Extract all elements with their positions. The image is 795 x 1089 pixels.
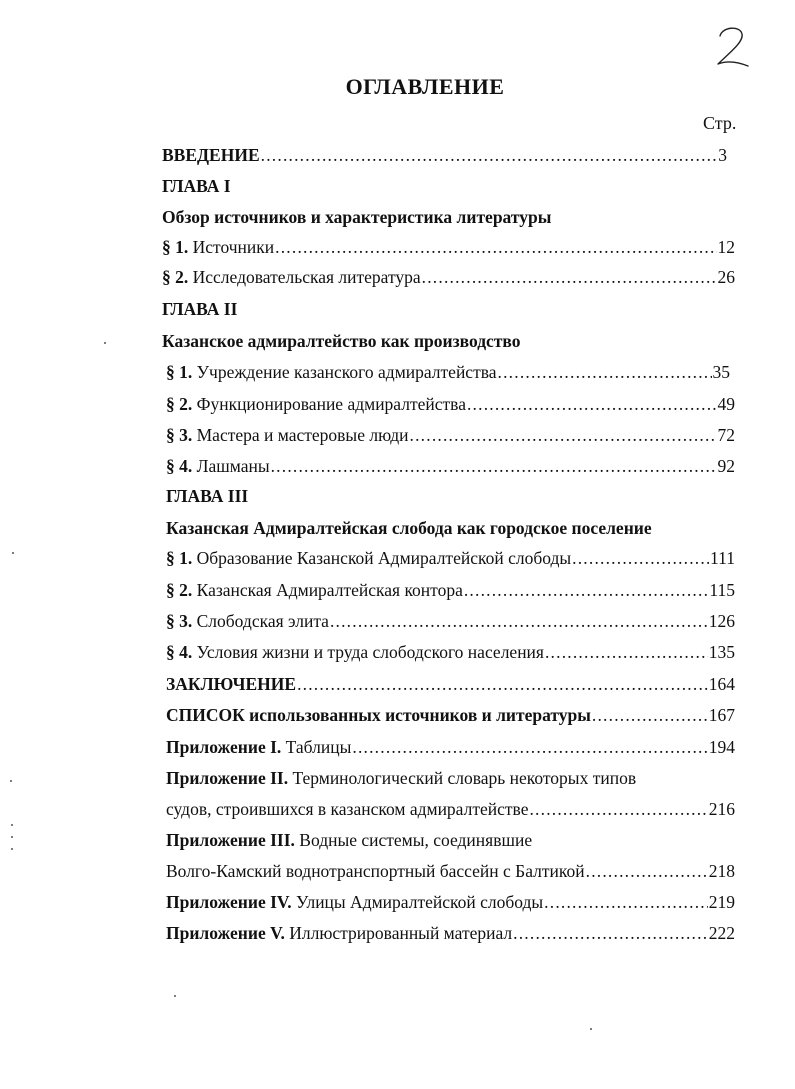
section-number: § 4. (166, 456, 193, 476)
toc-ch3-item1 (166, 546, 735, 570)
chapter1-label: ГЛАВА I (162, 176, 231, 196)
leader-dots (330, 609, 708, 633)
section-number: § 2. (166, 580, 193, 600)
toc-ch2-item1 (166, 360, 730, 384)
section-title: Исследовательская литература (188, 267, 421, 287)
chapter1-title: Обзор источников и характеристика литературы (162, 207, 552, 227)
toc-appendix-1 (166, 735, 735, 759)
leader-dots (592, 703, 708, 727)
toc-conclusion-title: ЗАКЛЮЧЕНИЕ (166, 674, 297, 694)
toc-appendix-3-line1 (166, 828, 532, 852)
leader-dots (352, 735, 707, 759)
section-title: Функционирование адмиралтейства (192, 394, 466, 414)
appendix-title: Таблицы (281, 737, 352, 757)
section-title: Источники (188, 237, 275, 257)
toc-ch2-item3 (166, 423, 735, 447)
section-page: 111 (710, 548, 735, 568)
toc-intro (162, 143, 727, 167)
section-number: § 1. (166, 548, 193, 568)
leader-dots (545, 640, 708, 664)
appendix-title: Терминологический словарь некоторых типов (288, 768, 637, 788)
appendix-label: Приложение I. (166, 737, 282, 757)
leader-dots (410, 423, 717, 447)
leader-dots (261, 143, 718, 167)
appendix-title: Иллюстрированный материал (284, 923, 513, 943)
toc-ch1-item2 (162, 265, 735, 289)
appendix-page: 219 (708, 892, 735, 912)
page-title: ОГЛАВЛЕНИЕ (345, 74, 505, 99)
section-number: § 2. (166, 394, 193, 414)
leader-dots (275, 235, 716, 259)
toc-ch3-item4 (166, 640, 735, 664)
section-number: § 4. (166, 642, 193, 662)
toc-appendix-3-line2 (166, 859, 735, 883)
section-number: § 1. (166, 362, 193, 382)
toc-ch2-item4 (166, 454, 735, 478)
toc-appendix-2-line1 (166, 766, 636, 790)
section-number: § 2. (162, 267, 189, 287)
section-page: 49 (717, 394, 735, 414)
appendix-label: Приложение IV. (166, 892, 292, 912)
toc-intro-title: ВВЕДЕНИЕ (162, 145, 260, 165)
scan-speck (104, 342, 106, 344)
toc-intro-page: 3 (718, 145, 727, 165)
toc-ch1-item1 (162, 235, 735, 259)
section-title: Образование Казанской Адмиралтейской слободы (192, 548, 572, 568)
toc-appendix-5 (166, 921, 735, 945)
leader-dots (529, 797, 707, 821)
appendix-label: Приложение V. (166, 923, 285, 943)
scan-speck (10, 780, 12, 782)
section-page: 115 (709, 580, 735, 600)
appendix-title-continued: судов, строившихся в казанском адмиралтействе (166, 799, 529, 819)
leader-dots (271, 454, 717, 478)
section-number: § 3. (166, 425, 193, 445)
section-page: 92 (717, 456, 735, 476)
appendix-page: 216 (708, 799, 735, 819)
section-page: 35 (712, 362, 730, 382)
appendix-title: Водные системы, соединявшие (294, 830, 533, 850)
section-page: 26 (717, 267, 735, 287)
leader-dots (464, 578, 709, 602)
leader-dots (586, 859, 708, 883)
toc-appendix-2-line2 (166, 797, 735, 821)
leader-dots (544, 890, 708, 914)
toc-conclusion (166, 672, 735, 696)
toc-sources (166, 703, 735, 727)
scan-speck (11, 824, 13, 826)
toc-ch3-item2 (166, 578, 735, 602)
toc-ch2-item2 (166, 392, 735, 416)
toc-conclusion-page: 164 (708, 674, 735, 694)
scan-speck (12, 552, 14, 554)
toc-sources-page: 167 (708, 705, 735, 725)
section-title: Условия жизни и труда слободского населения (192, 642, 544, 662)
page-column-label: Стр. (703, 113, 737, 133)
section-page: 72 (717, 425, 735, 445)
scan-speck (590, 1028, 592, 1030)
appendix-title: Улицы Адмиралтейской слободы (291, 892, 544, 912)
appendix-page: 194 (708, 737, 735, 757)
chapter3-label: ГЛАВА III (166, 486, 249, 506)
appendix-label: Приложение II. (166, 768, 289, 788)
appendix-title-continued: Волго-Камский воднотранспортный бассейн с Балтикой (166, 861, 585, 881)
scan-speck (174, 995, 176, 997)
chapter3-title: Казанская Адмиралтейская слобода как городское поселение (166, 518, 652, 538)
toc-appendix-4 (166, 890, 735, 914)
leader-dots (467, 392, 717, 416)
section-page: 12 (717, 237, 735, 257)
handwritten-page-number (712, 22, 752, 70)
toc-ch3-item3 (166, 609, 735, 633)
chapter2-label: ГЛАВА II (162, 299, 238, 319)
appendix-label: Приложение III. (166, 830, 295, 850)
leader-dots (498, 360, 712, 384)
scan-speck (11, 836, 13, 838)
leader-dots (572, 546, 709, 570)
section-title: Мастера и мастеровые люди (192, 425, 409, 445)
scan-speck (11, 848, 13, 850)
section-title: Казанская Адмиралтейская контора (192, 580, 463, 600)
section-number: § 3. (166, 611, 193, 631)
section-title: Учреждение казанского адмиралтейства (192, 362, 497, 382)
leader-dots (297, 672, 708, 696)
leader-dots (513, 921, 708, 945)
leader-dots (422, 265, 717, 289)
chapter2-title: Казанское адмиралтейство как производство (162, 331, 521, 351)
section-number: § 1. (162, 237, 189, 257)
appendix-page: 222 (708, 923, 735, 943)
section-title: Лашманы (192, 456, 270, 476)
toc-sources-title: СПИСОК использованных источников и литературы (166, 705, 591, 725)
appendix-page: 218 (708, 861, 735, 881)
section-title: Слободская элита (192, 611, 329, 631)
section-page: 135 (708, 642, 735, 662)
section-page: 126 (708, 611, 735, 631)
